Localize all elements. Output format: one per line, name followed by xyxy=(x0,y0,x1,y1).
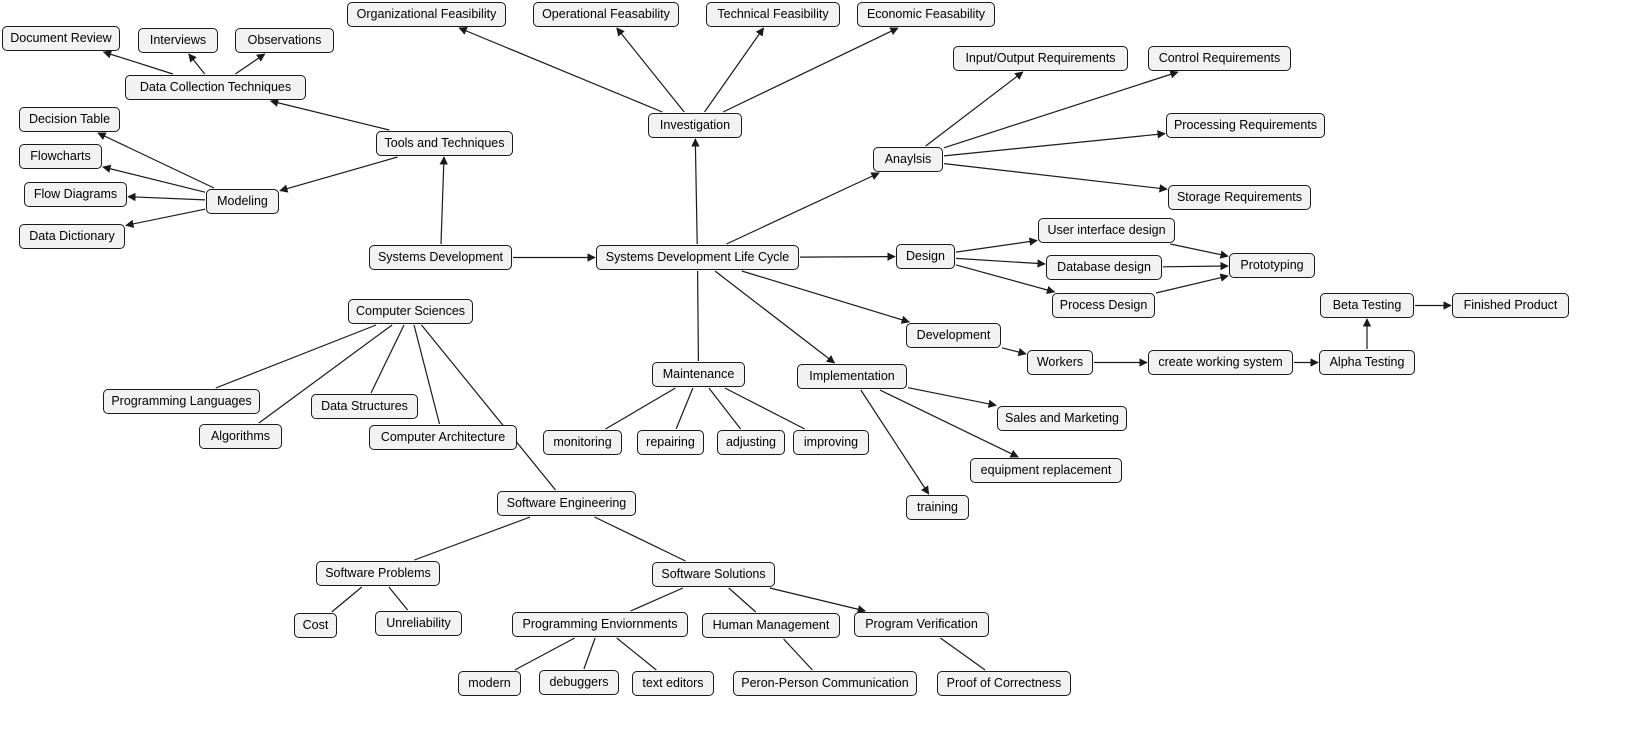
edge-investigation-to-tech_feasibility xyxy=(705,28,764,112)
edge-modeling-to-decision_table xyxy=(98,133,214,188)
node-improving[interactable] xyxy=(793,430,869,455)
node-text_editors[interactable] xyxy=(632,671,714,696)
node-label: Proof of Correctness xyxy=(946,676,1062,691)
edge-investigation-to-econ_feasibility xyxy=(723,28,898,112)
node-investigation[interactable] xyxy=(648,113,742,138)
node-create_working_system[interactable] xyxy=(1148,350,1293,375)
node-modern[interactable] xyxy=(458,671,521,696)
node-label: Control Requirements xyxy=(1158,51,1281,66)
node-label: Beta Testing xyxy=(1332,298,1402,313)
edge-sdlc-to-maintenance xyxy=(698,271,699,361)
edge-development-to-workers xyxy=(1002,348,1026,354)
node-label: Investigation xyxy=(659,118,731,133)
edge-program_verification-to-proof_of_correctness xyxy=(940,638,985,670)
edge-tools_techniques-to-modeling xyxy=(280,157,398,191)
node-algorithms[interactable] xyxy=(199,424,282,449)
node-label: Operational Feasability xyxy=(542,7,670,22)
node-tools_techniques[interactable] xyxy=(376,131,513,156)
node-observations[interactable] xyxy=(235,28,334,53)
edge-implementation-to-training xyxy=(861,390,929,494)
edge-ui_design-to-prototyping xyxy=(1170,244,1228,256)
edge-human_management-to-peron_person_communication xyxy=(784,639,813,670)
node-proof_of_correctness[interactable] xyxy=(937,671,1071,696)
node-storage_requirements[interactable] xyxy=(1168,185,1311,210)
node-software_problems[interactable] xyxy=(316,561,440,586)
node-label: Prototyping xyxy=(1240,258,1304,273)
node-label: Workers xyxy=(1036,355,1084,370)
node-label: Programming Languages xyxy=(111,394,252,409)
node-modeling[interactable] xyxy=(206,189,279,214)
edge-analysis-to-processing_requirements xyxy=(944,134,1165,156)
node-data_structures[interactable] xyxy=(311,394,418,419)
node-label: monitoring xyxy=(553,435,612,450)
node-label: Cost xyxy=(302,618,329,633)
node-data_dictionary[interactable] xyxy=(19,224,125,249)
node-label: Computer Architecture xyxy=(380,430,506,445)
edge-computer_sciences-to-data_structures xyxy=(371,325,404,393)
edge-data_collection-to-document_review xyxy=(104,52,173,74)
edge-investigation-to-op_feasibility xyxy=(617,28,684,112)
node-label: text editors xyxy=(642,676,704,691)
edge-data_collection-to-observations xyxy=(235,54,264,74)
node-database_design[interactable] xyxy=(1046,255,1162,280)
node-label: Unreliability xyxy=(386,616,451,631)
node-label: Development xyxy=(916,328,991,343)
edge-sdlc-to-analysis xyxy=(727,173,880,244)
edge-modeling-to-flow_diagrams xyxy=(128,197,205,200)
node-label: Database design xyxy=(1057,260,1151,275)
edge-design-to-database_design xyxy=(956,258,1045,264)
node-label: Organizational Feasibility xyxy=(356,7,497,22)
edge-maintenance-to-improving xyxy=(725,388,805,429)
node-label: Computer Sciences xyxy=(355,304,466,319)
node-equipment_replacement[interactable] xyxy=(970,458,1122,483)
edge-systems_development-to-tools_techniques xyxy=(441,157,444,244)
node-label: Finished Product xyxy=(1463,298,1558,313)
edge-programming_environments-to-modern xyxy=(515,638,575,670)
edge-modeling-to-data_dictionary xyxy=(126,209,205,225)
node-label: Software Engineering xyxy=(506,496,627,511)
edge-software_solutions-to-human_management xyxy=(729,588,756,612)
edge-software_engineering-to-software_solutions xyxy=(595,517,686,561)
edge-sdlc-to-investigation xyxy=(695,139,697,244)
node-flow_diagrams[interactable] xyxy=(24,182,127,207)
node-label: Data Dictionary xyxy=(29,229,115,244)
edge-software_problems-to-cost xyxy=(332,587,362,612)
node-org_feasibility[interactable] xyxy=(347,2,506,27)
node-peron_person_communication[interactable] xyxy=(733,671,917,696)
edge-sdlc-to-implementation xyxy=(715,271,835,363)
node-computer_architecture[interactable] xyxy=(369,425,517,450)
edge-software_engineering-to-software_problems xyxy=(414,517,530,560)
node-prototyping[interactable] xyxy=(1229,253,1315,278)
edge-analysis-to-io_requirements xyxy=(926,72,1023,146)
edge-software_solutions-to-program_verification xyxy=(770,588,866,611)
node-op_feasibility[interactable] xyxy=(533,2,679,27)
node-finished_product[interactable] xyxy=(1452,293,1569,318)
node-flowcharts[interactable] xyxy=(19,144,102,169)
node-label: Flowcharts xyxy=(30,149,91,164)
node-process_design[interactable] xyxy=(1052,293,1155,318)
node-adjusting[interactable] xyxy=(717,430,785,455)
node-label: Systems Development Life Cycle xyxy=(605,250,790,265)
node-label: Alpha Testing xyxy=(1329,355,1405,370)
node-label: Human Management xyxy=(712,618,830,633)
node-systems_development[interactable] xyxy=(369,245,512,270)
node-label: Process Design xyxy=(1059,298,1148,313)
node-sales_marketing[interactable] xyxy=(997,406,1127,431)
edge-computer_sciences-to-software_engineering xyxy=(422,325,556,490)
node-label: Decision Table xyxy=(28,112,111,127)
node-label: debuggers xyxy=(549,675,609,690)
edge-maintenance-to-adjusting xyxy=(709,388,741,429)
edge-investigation-to-org_feasibility xyxy=(459,28,662,112)
node-label: Anaylsis xyxy=(884,152,932,167)
node-processing_requirements[interactable] xyxy=(1166,113,1325,138)
node-label: Program Verification xyxy=(865,617,978,632)
node-software_solutions[interactable] xyxy=(652,562,775,587)
node-programming_languages[interactable] xyxy=(103,389,260,414)
edge-computer_sciences-to-programming_languages xyxy=(216,325,376,388)
node-label: Input/Output Requirements xyxy=(965,51,1116,66)
node-label: training xyxy=(917,500,958,515)
node-label: improving xyxy=(803,435,859,450)
edge-data_collection-to-interviews xyxy=(189,54,205,74)
node-label: repairing xyxy=(646,435,695,450)
node-analysis[interactable] xyxy=(873,147,943,172)
node-monitoring[interactable] xyxy=(543,430,622,455)
node-io_requirements[interactable] xyxy=(953,46,1128,71)
node-sdlc[interactable] xyxy=(596,245,799,270)
node-training[interactable] xyxy=(906,495,969,520)
node-workers[interactable] xyxy=(1027,350,1093,375)
node-label: Tools and Techniques xyxy=(384,136,505,151)
node-label: Observations xyxy=(247,33,322,48)
edge-analysis-to-control_requirements xyxy=(944,72,1178,148)
node-implementation[interactable] xyxy=(797,364,907,389)
node-design[interactable] xyxy=(896,244,955,269)
node-human_management[interactable] xyxy=(702,613,840,638)
node-data_collection[interactable] xyxy=(125,75,306,100)
node-label: Maintenance xyxy=(662,367,735,382)
node-label: Software Problems xyxy=(325,566,431,581)
node-repairing[interactable] xyxy=(637,430,704,455)
node-development[interactable] xyxy=(906,323,1001,348)
node-label: Systems Development xyxy=(377,250,504,265)
node-label: Data Collection Techniques xyxy=(139,80,292,95)
node-decision_table[interactable] xyxy=(19,107,120,132)
node-label: Sales and Marketing xyxy=(1005,411,1119,426)
edge-analysis-to-storage_requirements xyxy=(944,164,1167,190)
node-program_verification[interactable] xyxy=(854,612,989,637)
node-label: Processing Requirements xyxy=(1173,118,1318,133)
edge-maintenance-to-monitoring xyxy=(606,388,676,429)
edge-sdlc-to-design xyxy=(800,257,895,258)
node-label: Storage Requirements xyxy=(1176,190,1303,205)
edge-tools_techniques-to-data_collection xyxy=(271,101,390,130)
edge-design-to-process_design xyxy=(956,265,1055,292)
node-interviews[interactable] xyxy=(138,28,218,53)
node-label: Modeling xyxy=(217,194,268,209)
node-label: Design xyxy=(906,249,945,264)
edge-programming_environments-to-debuggers xyxy=(584,638,595,669)
node-ui_design[interactable] xyxy=(1038,218,1175,243)
node-label: User interface design xyxy=(1047,223,1166,238)
node-label: Data Structures xyxy=(321,399,408,414)
node-document_review[interactable] xyxy=(2,26,120,51)
edge-process_design-to-prototyping xyxy=(1156,276,1228,293)
edge-database_design-to-prototyping xyxy=(1163,266,1228,267)
node-debuggers[interactable] xyxy=(539,670,619,695)
node-label: adjusting xyxy=(725,435,777,450)
node-programming_environments[interactable] xyxy=(512,612,688,637)
edge-maintenance-to-repairing xyxy=(676,388,693,429)
node-label: Flow Diagrams xyxy=(33,187,118,202)
edge-design-to-ui_design xyxy=(956,241,1037,253)
edge-programming_environments-to-text_editors xyxy=(617,638,657,670)
node-control_requirements[interactable] xyxy=(1148,46,1291,71)
edge-software_problems-to-unreliability xyxy=(389,587,408,610)
edge-implementation-to-sales_marketing xyxy=(908,388,996,406)
node-computer_sciences[interactable] xyxy=(348,299,473,324)
node-alpha_testing[interactable] xyxy=(1319,350,1415,375)
node-beta_testing[interactable] xyxy=(1320,293,1414,318)
node-label: Peron-Person Communication xyxy=(741,676,909,691)
node-label: create working system xyxy=(1158,355,1283,370)
node-label: Technical Feasibility xyxy=(717,7,829,22)
node-label: equipment replacement xyxy=(980,463,1112,478)
node-label: Economic Feasability xyxy=(866,7,986,22)
edge-software_solutions-to-programming_environments xyxy=(631,588,683,611)
node-label: Software Solutions xyxy=(661,567,766,582)
node-maintenance[interactable] xyxy=(652,362,745,387)
node-label: Interviews xyxy=(149,33,207,48)
edge-sdlc-to-development xyxy=(742,271,909,322)
node-label: modern xyxy=(468,676,511,691)
node-unreliability[interactable] xyxy=(375,611,462,636)
node-software_engineering[interactable] xyxy=(497,491,636,516)
node-label: Implementation xyxy=(809,369,895,384)
node-label: Document Review xyxy=(10,31,112,46)
node-cost[interactable] xyxy=(294,613,337,638)
node-tech_feasibility[interactable] xyxy=(706,2,840,27)
node-econ_feasibility[interactable] xyxy=(857,2,995,27)
node-label: Algorithms xyxy=(210,429,271,444)
node-label: Programming Enviornments xyxy=(522,617,678,632)
